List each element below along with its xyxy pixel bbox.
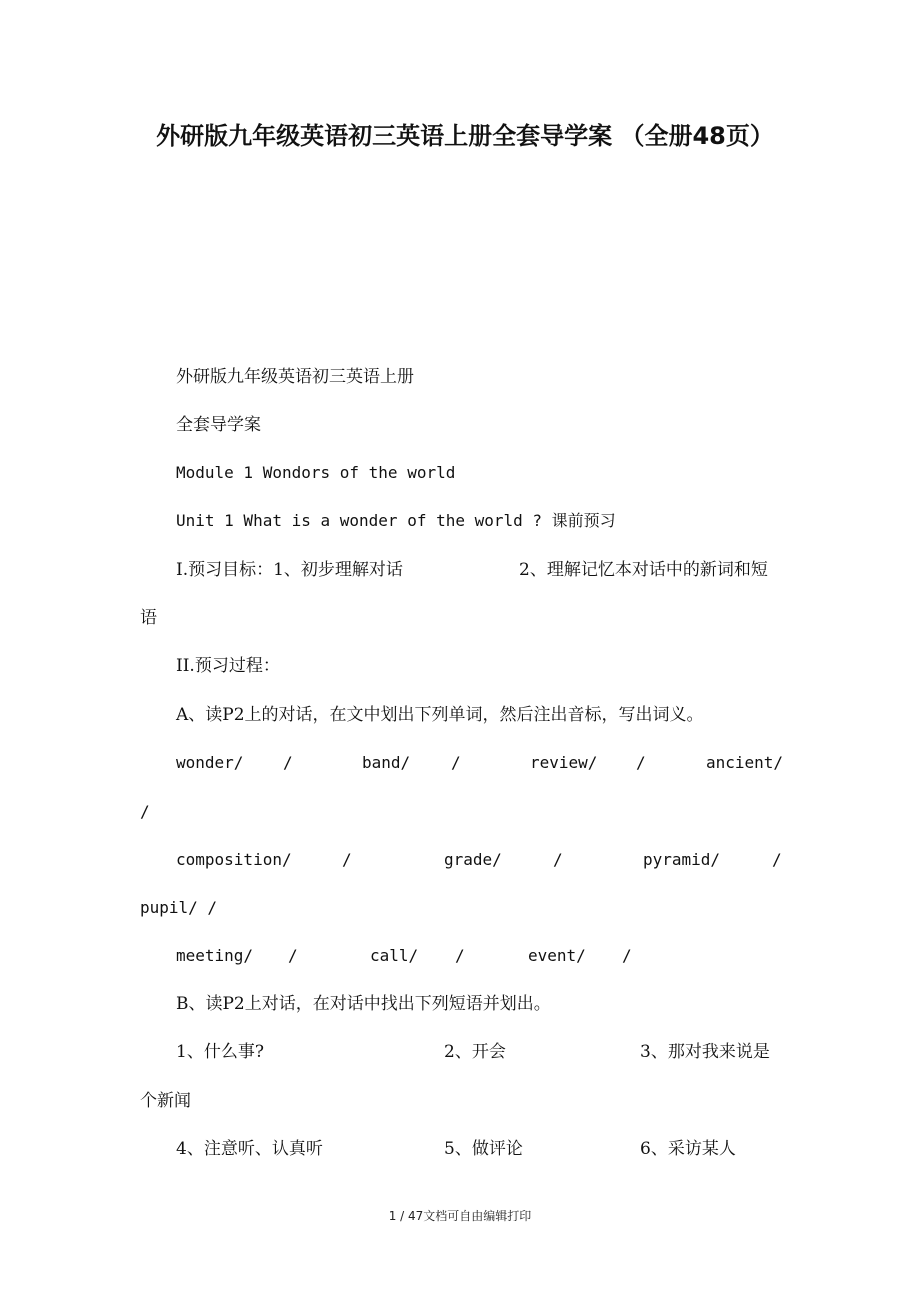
word-item: ancient/ — [706, 753, 784, 772]
word-slash: / — [455, 946, 465, 965]
phrase-item: 2、开会 — [444, 1042, 506, 1062]
word-slash: / — [772, 850, 782, 869]
word-slash: / — [283, 753, 293, 772]
word-item: composition/ — [176, 850, 292, 869]
words-row-2 — [0, 848, 920, 872]
page-footer: 1 / 47文档可自由编辑打印 — [388, 1209, 532, 1223]
task-b: B、读P2上对话，在对话中找出下列短语并划出。 — [176, 994, 551, 1014]
word-slash: / — [342, 850, 352, 869]
goal-label: I.预习目标：1、初步理解对话 — [176, 560, 403, 580]
words-row-3 — [0, 944, 920, 968]
intro-line-2: 全套导学案 — [176, 415, 261, 435]
word-slash: / — [451, 753, 461, 772]
word-slash: / — [288, 946, 298, 965]
word-slash: / — [553, 850, 563, 869]
phrase-item: 6、采访某人 — [640, 1139, 736, 1159]
goal-wrap: 语 — [140, 608, 157, 628]
words-row-1-wrap: / — [140, 802, 150, 821]
word-item: event/ — [528, 946, 586, 965]
process-label: II.预习过程： — [176, 656, 280, 676]
word-slash: / — [636, 753, 646, 772]
phrase-item: 5、做评论 — [444, 1139, 523, 1159]
phrase-item: 3、那对我来说是 — [640, 1042, 770, 1062]
words-row-2-wrap: pupil/ / — [140, 898, 218, 917]
word-item: pyramid/ — [643, 850, 721, 869]
intro-line-1: 外研版九年级英语初三英语上册 — [176, 367, 414, 387]
module-heading: Module 1 Wondors of the world — [176, 463, 456, 482]
phrase-item: 1、什么事? — [176, 1042, 264, 1062]
word-item: grade/ — [444, 850, 502, 869]
word-item: call/ — [370, 946, 419, 965]
word-item: review/ — [530, 753, 598, 772]
phrases-row-1-wrap: 个新闻 — [140, 1091, 191, 1111]
document-title: 外研版九年级英语初三英语上册全套导学案 （全册48页） — [156, 122, 774, 150]
task-a: A、读P2上的对话，在文中划出下列单词，然后注出音标，写出词义。 — [176, 705, 704, 725]
word-item: band/ — [362, 753, 411, 772]
word-slash: / — [622, 946, 632, 965]
word-item: meeting/ — [176, 946, 254, 965]
word-item: wonder/ — [176, 753, 244, 772]
phrases-row-1 — [0, 1040, 920, 1064]
phrase-item: 4、注意听、认真听 — [176, 1139, 323, 1159]
goal-2: 2、理解记忆本对话中的新词和短 — [519, 560, 768, 580]
unit-heading: Unit 1 What is a wonder of the world ? 课前预习 — [176, 511, 616, 530]
words-row-1 — [0, 751, 920, 775]
phrases-row-2 — [0, 1137, 920, 1161]
